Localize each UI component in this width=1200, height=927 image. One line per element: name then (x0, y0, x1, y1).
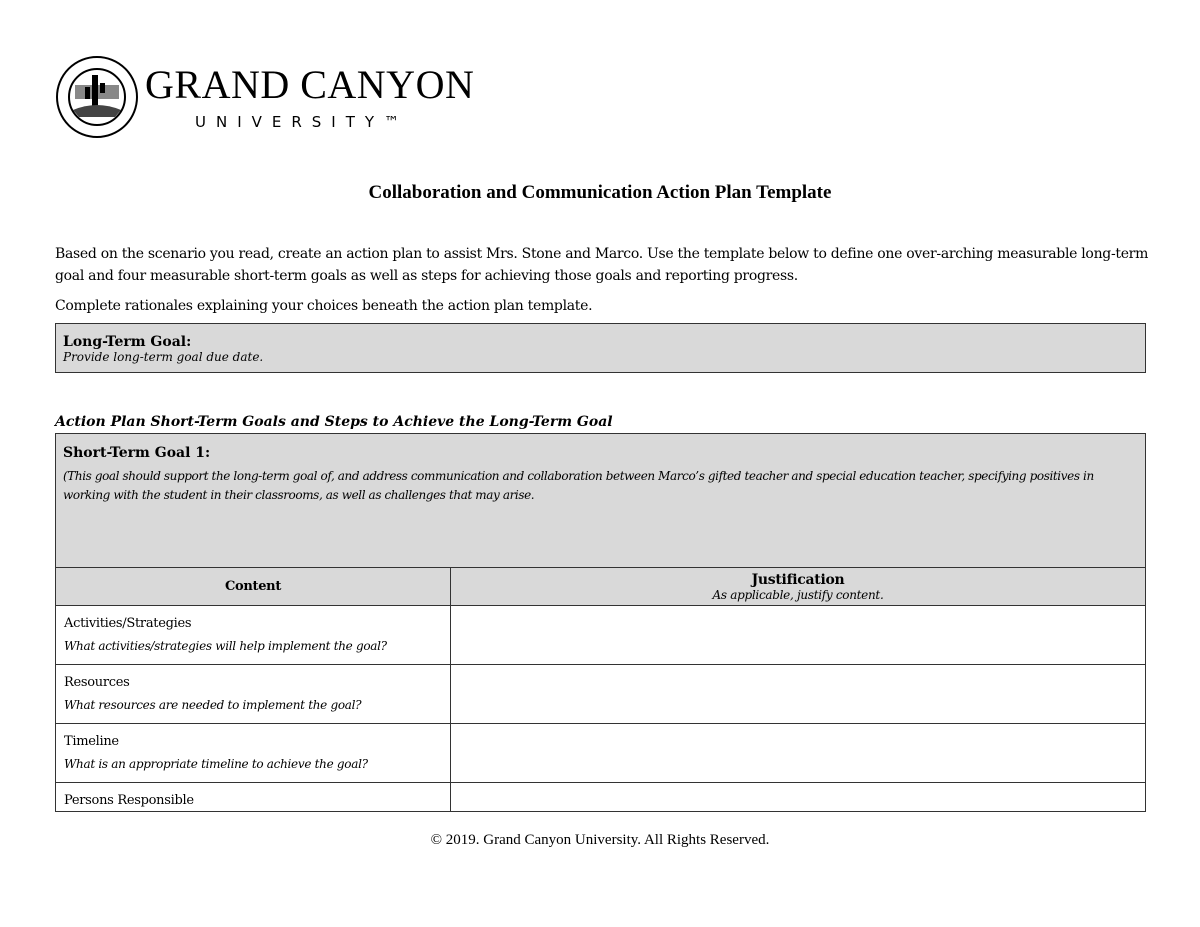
row-label: Resources (64, 675, 130, 690)
short-term-goal-label: Short-Term Goal 1: (63, 445, 211, 461)
row-hint: What resources are needed to implement the goal? (64, 698, 362, 712)
university-logo (55, 55, 475, 140)
logo-wordmark: GRAND CANYON (145, 62, 475, 107)
row-label: Timeline (64, 734, 119, 749)
intro-paragraph-2: Complete rationales explaining your choices beneath the action plan template. (55, 298, 593, 314)
header-justification-label: Justification (751, 571, 845, 588)
copyright-footer: © 2019. Grand Canyon University. All Rights Reserved. (430, 832, 770, 848)
short-term-goal-box[interactable] (55, 433, 1146, 569)
table-row (56, 665, 1146, 724)
page-title: Collaboration and Communication Action Plan Template (368, 182, 832, 203)
row-hint: What is an appropriate timeline to achieve the goal? (64, 757, 368, 771)
action-plan-table (55, 567, 1146, 812)
row-hint: What activities/strategies will help implement the goal? (64, 639, 387, 653)
long-term-goal-label: Long-Term Goal: (63, 334, 192, 350)
logo-subtext: UNIVERSITY™ (195, 113, 410, 131)
content-cell (56, 665, 451, 724)
row-label: Persons Responsible (64, 793, 194, 808)
long-term-goal-box[interactable] (55, 323, 1146, 373)
header-content: Content (56, 568, 451, 606)
content-cell (56, 606, 451, 665)
intro-paragraph: Based on the scenario you read, create an action plan to assist Mrs. Stone and Marco. Use the template below to define one over-arching measurable long-term goal and four measurable short-term goals as well as steps for achieving those goals and reporting progress. (55, 246, 1149, 284)
content-cell (56, 724, 451, 783)
long-term-goal-hint: Provide long-term goal due date. (63, 350, 264, 364)
table-row (56, 783, 1146, 812)
justification-cell[interactable] (451, 724, 1146, 783)
content-cell (56, 783, 451, 812)
justification-cell[interactable] (451, 606, 1146, 665)
justification-cell[interactable] (451, 783, 1146, 812)
justification-cell[interactable] (451, 665, 1146, 724)
university-seal-icon (55, 55, 140, 140)
header-justification (451, 568, 1146, 606)
section-heading: Action Plan Short-Term Goals and Steps to Achieve the Long-Term Goal (55, 414, 613, 430)
row-label: Activities/Strategies (64, 616, 192, 631)
table-row (56, 724, 1146, 783)
table-header-row (56, 568, 1146, 606)
header-justification-hint: As applicable, justify content. (712, 587, 884, 602)
table-row (56, 606, 1146, 665)
short-term-goal-hint: (This goal should support the long-term goal of, and address communication and collaboration between Marco’s gifted teacher and special education teacher, specifying positives in working with the student in their classrooms, as well as challenges that may arise. (63, 469, 1094, 502)
